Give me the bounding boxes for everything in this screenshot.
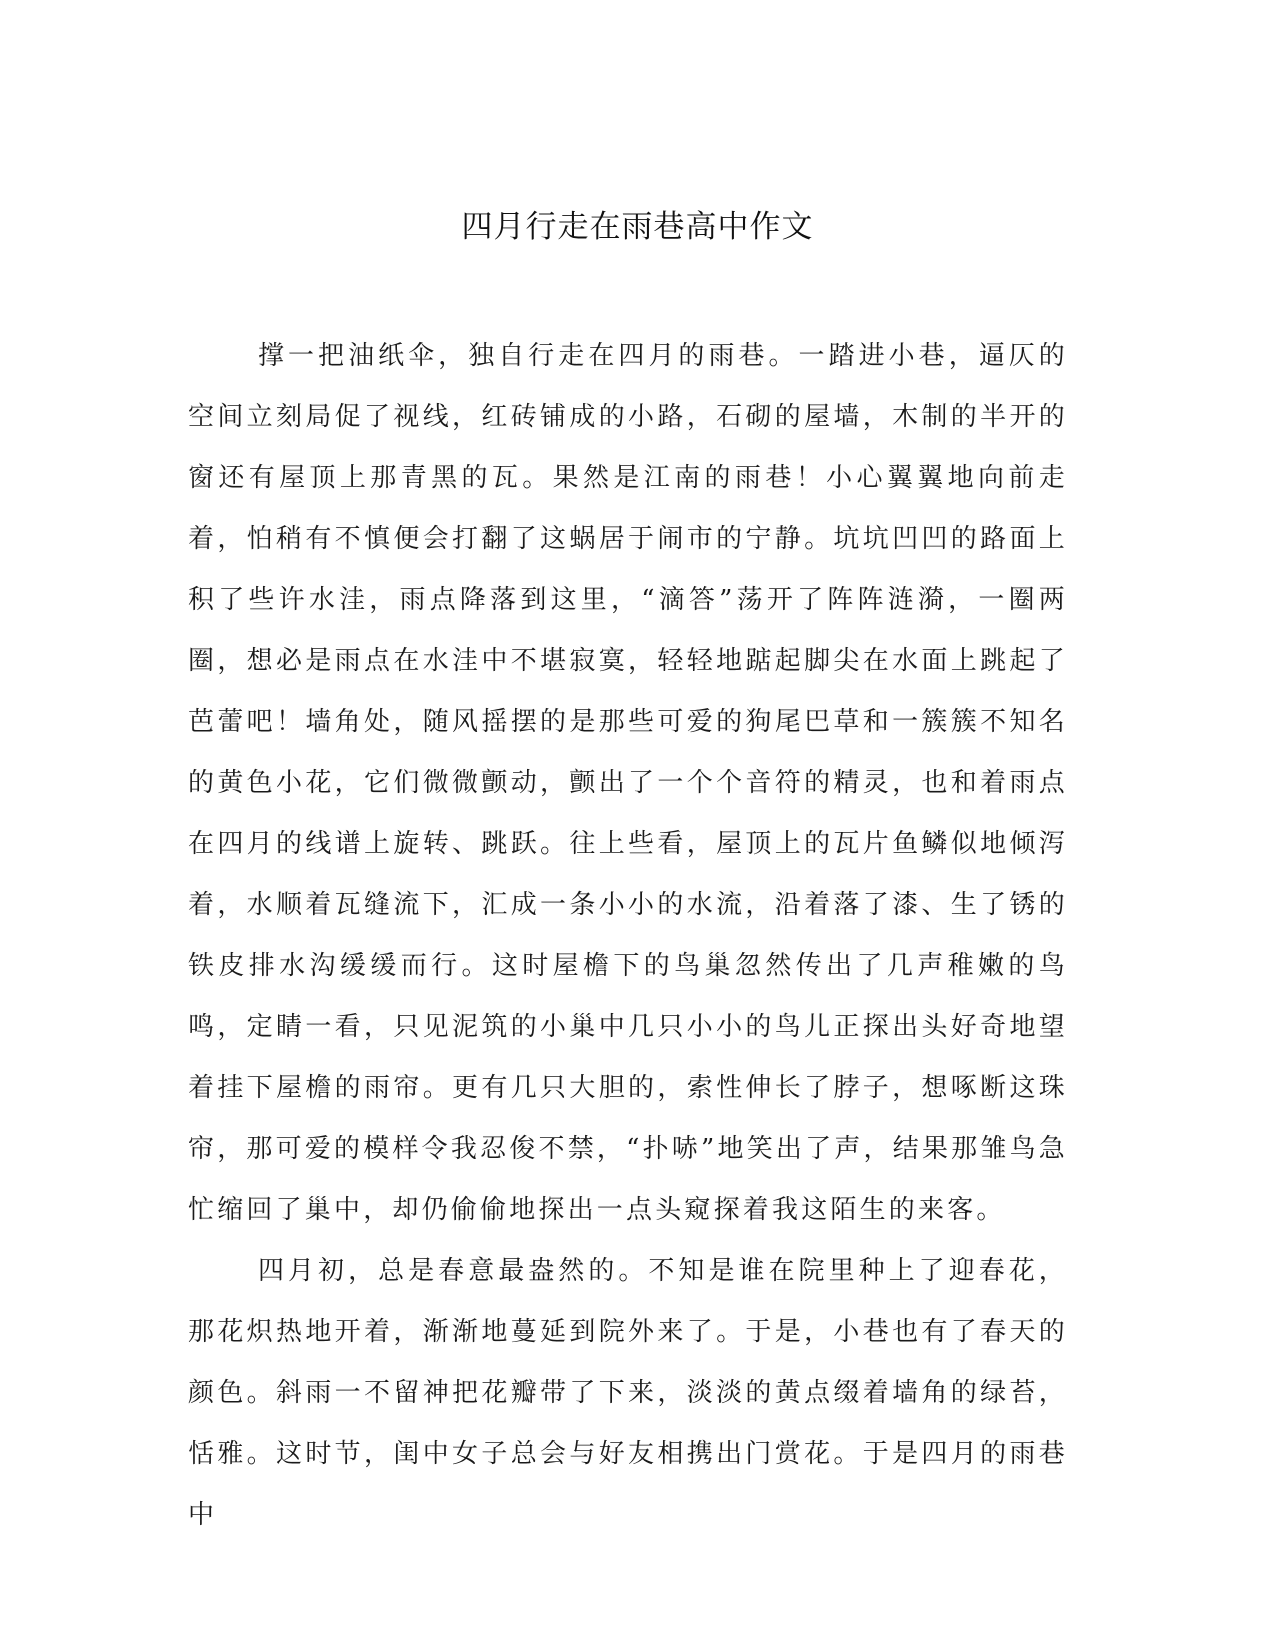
- document-title: 四月行走在雨巷高中作文: [461, 209, 814, 245]
- paragraph: 四月初，总是春意最盎然的。不知是谁在院里种上了迎春花，那花炽热地开着，渐渐地蔓延到院外来了。于是，小巷也有了春天的颜色。斜雨一不留神把花瓣带了下来，淡淡的黄点缀着墙角的绿苔，恬雅。这时节，闺中女子总会与好友相携出门赏花。于是四月的雨巷中: [188, 1256, 1068, 1530]
- document-body: [188, 326, 1068, 1546]
- paragraph: 撑一把油纸伞，独自行走在四月的雨巷。一踏进小巷，逼仄的空间立刻局促了视线，红砖铺成的小路，石砌的屋墙，木制的半开的窗还有屋顶上那青黑的瓦。果然是江南的雨巷！小心翼翼地向前走着，怕稍有不慎便会打翻了这蜗居于闹市的宁静。坑坑凹凹的路面上积了些许水洼，雨点降落到这里，“滴答”荡开了阵阵涟漪，一圈两圈，想必是雨点在水洼中不堪寂寞，轻轻地踮起脚尖在水面上跳起了芭蕾吧！墙角处，随风摇摆的是那些可爱的狗尾巴草和一簇簇不知名的黄色小花，它们微微颤动，颤出了一个个音符的精灵，也和着雨点在四月的线谱上旋转、跳跃。往上些看，屋顶上的瓦片鱼鳞似地倾泻着，水顺着瓦缝流下，汇成一条小小的水流，沿着落了漆、生了锈的铁皮排水沟缓缓而行。这时屋檐下的鸟巢忽然传出了几声稚嫩的鸟鸣，定睛一看，只见泥筑的小巢中几只小小的鸟儿正探出头好奇地望着挂下屋檐的雨帘。更有几只大胆的，索性伸长了脖子，想啄断这珠帘，那可爱的模样令我忍俊不禁，“扑哧”地笑出了声，结果那雏鸟急忙缩回了巢中，却仍偷偷地探出一点头窥探着我这陌生的来客。: [188, 341, 1068, 1225]
